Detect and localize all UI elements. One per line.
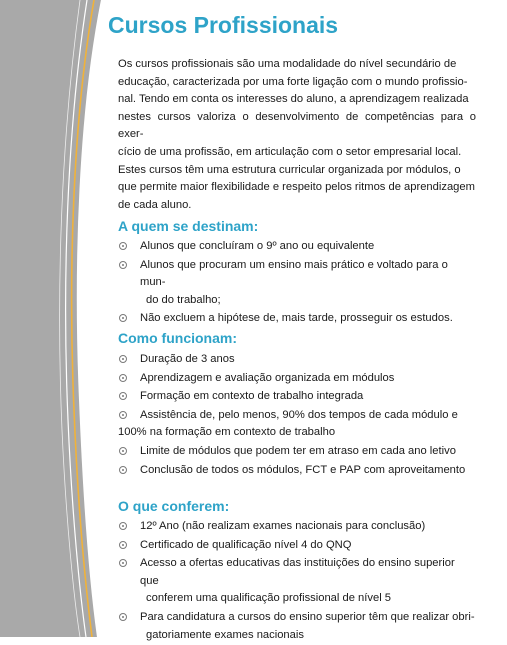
bullet-icon	[119, 541, 127, 549]
bullet-icon	[119, 374, 127, 382]
bullet-icon	[119, 559, 127, 567]
intro-line: educação, caracterizada por uma forte ligação com o mundo profissio-	[118, 75, 468, 88]
bullet-icon	[119, 466, 127, 474]
intro-line: nestes cursos valoriza o desenvolvimento de competências para o exer-	[118, 110, 476, 141]
list-item: Duração de 3 anos	[118, 351, 476, 369]
list-funcionam	[118, 351, 476, 480]
list-item: Formação em contexto de trabalho integrada	[118, 388, 476, 406]
list-item: Conclusão de todos os módulos, FCT e PAP com aproveitamento	[118, 462, 476, 480]
bullet-icon	[119, 314, 127, 322]
intro-paragraph	[118, 56, 476, 214]
list-item: Não excluem a hipótese de, mais tarde, prosseguir os estudos.	[118, 310, 476, 328]
list-item: Alunos que procuram um ensino mais prático e voltado para o mun- do do trabalho;	[118, 257, 476, 310]
section-heading-conferem: O que conferem:	[118, 498, 230, 514]
section-heading-destinam: A quem se destinam:	[118, 218, 259, 234]
bullet-icon	[119, 613, 127, 621]
intro-line: cício de uma profissão, em articulação com o setor empresarial local.	[118, 145, 462, 158]
intro-line: Estes cursos têm uma estrutura curricular organizada por módulos, o	[118, 163, 461, 176]
bullet-icon	[119, 447, 127, 455]
intro-line: que permite maior flexibilidade e respeito pelos ritmos de aprendizagem	[118, 181, 475, 194]
intro-line: Os cursos profissionais são uma modalidade do nível secundário de	[118, 58, 457, 70]
bullet-icon	[119, 392, 127, 400]
intro-line: nal. Tendo em conta os interesses do aluno, a aprendizagem realizada	[118, 93, 469, 106]
list-item: Limite de módulos que podem ter em atraso em cada ano letivo	[118, 443, 476, 461]
section-heading-funcionam: Como funcionam:	[118, 330, 237, 346]
list-item: Aprendizagem e avaliação organizada em módulos	[118, 370, 476, 388]
intro-line: de cada aluno.	[118, 198, 192, 211]
bullet-icon	[119, 522, 127, 530]
list-item: Alunos que concluíram o 9º ano ou equivalente	[118, 238, 476, 256]
list-conferem	[118, 518, 476, 645]
list-destinam	[118, 238, 476, 329]
bullet-icon	[119, 242, 127, 250]
page-title: Cursos Profissionais	[108, 12, 339, 38]
list-item: Certificado de qualificação nível 4 do QNQ	[118, 537, 476, 555]
bullet-icon	[119, 261, 127, 269]
list-item: 12º Ano (não realizam exames nacionais para conclusão)	[118, 518, 476, 536]
bullet-icon	[119, 411, 127, 419]
bullet-icon	[119, 355, 127, 363]
list-item: Assistência de, pelo menos, 90% dos tempos de cada módulo e 100% na formação em contexto de trabalho	[118, 408, 458, 439]
list-item: Acesso a ofertas educativas das instituições do ensino superior que conferem uma qualificação profissional de nível 5	[118, 555, 476, 608]
list-item: Para candidatura a cursos do ensino superior têm que realizar obri- gatoriamente exames nacionais	[118, 609, 476, 644]
